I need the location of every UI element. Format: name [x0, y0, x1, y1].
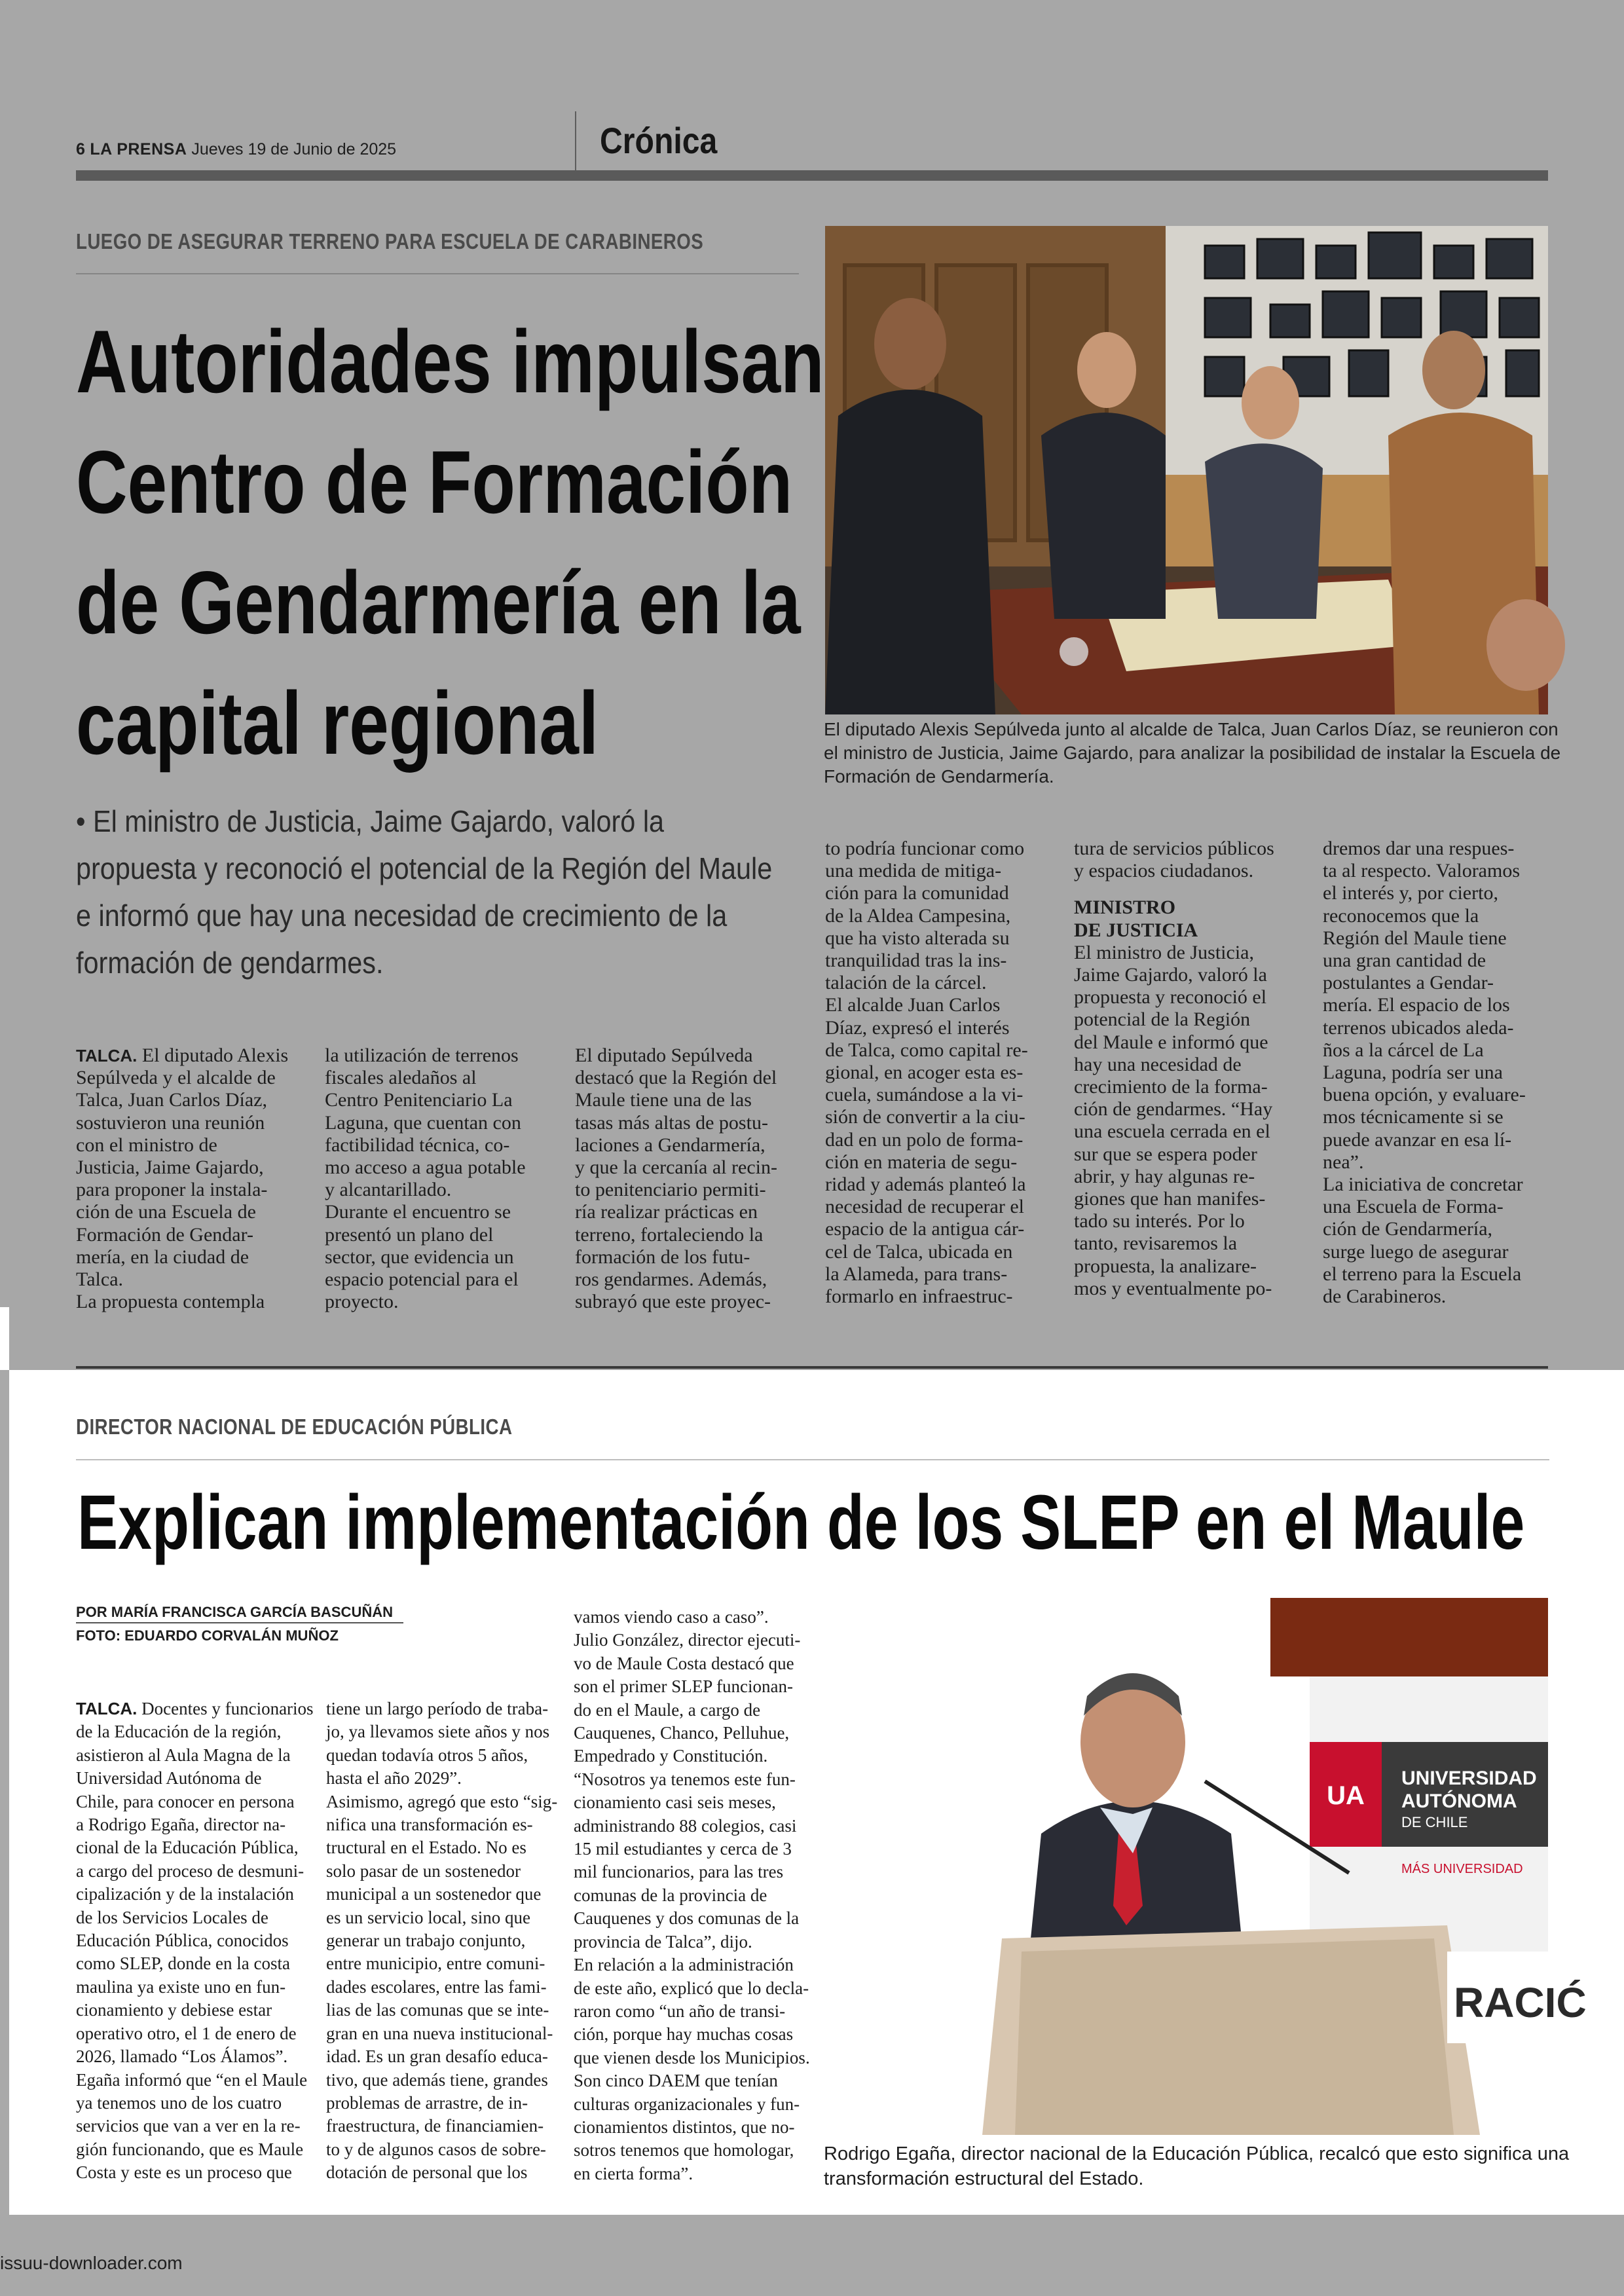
column-subhead: MINISTRO — [1074, 897, 1176, 919]
column-line: ría realizar prácticas en — [575, 1201, 758, 1223]
column-line: tanto, revisaremos la — [1074, 1232, 1238, 1255]
column-line: propuesta, la analizare- — [1074, 1255, 1257, 1277]
column-line: cionamientos distintos, que no- — [574, 2117, 795, 2137]
column-line: y alcantarillado. — [325, 1179, 452, 1201]
column-line: sur que se espera poder — [1074, 1143, 1257, 1165]
column-line: dad en un polo de forma- — [825, 1128, 1024, 1151]
source-watermark: issuu-downloader.com — [0, 2253, 183, 2273]
masthead — [76, 111, 1548, 177]
column-line: una Escuela de Forma- — [1323, 1196, 1504, 1218]
footer-band — [0, 2215, 1624, 2296]
column-line: gran en una nueva institucional- — [326, 2023, 553, 2043]
column-line: cuela, sumándose a la vi- — [825, 1084, 1024, 1106]
column-line: La propuesta contempla — [76, 1291, 265, 1313]
column-line: tura de servicios públicos — [1074, 838, 1274, 859]
column-line: to penitenciario permiti- — [575, 1179, 766, 1201]
column-line: formación de los futu- — [575, 1246, 750, 1268]
column-line: culturas organizacionales y fun- — [574, 2094, 800, 2114]
column-subhead: DE JUSTICIA — [1074, 919, 1198, 941]
column-line: Talca, Juan Carlos Díaz, — [76, 1089, 267, 1111]
article2-kicker-rule — [76, 1459, 1549, 1460]
column-line: de Talca, como capital re- — [825, 1039, 1028, 1061]
column-line: sión de convertir a la ciu- — [825, 1106, 1025, 1128]
column-line: dremos dar una respues- — [1323, 838, 1515, 859]
article2-column-3 — [574, 1606, 810, 2185]
caption-line: Formación de Gendarmería. — [824, 766, 1054, 787]
column-line: proyecto. — [325, 1291, 399, 1313]
article1-kicker: LUEGO DE ASEGURAR TERRENO PARA ESCUELA DE CARABINEROS — [76, 229, 704, 253]
column-line: mería. El espacio de los — [1323, 994, 1510, 1016]
meeting-photo-illustration — [825, 226, 1548, 714]
page-scan-notch — [0, 1307, 9, 1370]
speaker-photo-illustration — [825, 1598, 1587, 2135]
column-line: El alcalde Juan Carlos — [825, 994, 1001, 1016]
sign-tagline: MÁS UNIVERSIDAD — [1401, 1862, 1523, 1876]
column-line: El diputado Alexis — [141, 1045, 289, 1066]
column-line: espacio potencial para el — [325, 1268, 519, 1291]
sign-line-3: DE CHILE — [1401, 1814, 1468, 1830]
column-line: Empedrado y Constitución. — [574, 1746, 768, 1766]
column-line: ta al respecto. Valoramos — [1323, 860, 1521, 882]
column-line: tasas más altas de postu- — [575, 1111, 768, 1134]
column-line: tado su interés. Por lo — [1074, 1210, 1245, 1232]
column-line: Chile, para conocer en persona — [76, 1791, 295, 1811]
column-line: terreno, fortaleciendo la — [575, 1223, 764, 1246]
column-line: y espacios ciudadanos. — [1074, 860, 1254, 882]
column-line: to y de algunos casos de sobre- — [326, 2139, 546, 2159]
column-line: cional de la Educación Pública, — [76, 1838, 299, 1858]
column-line: vamos viendo caso a caso”. — [574, 1607, 769, 1627]
column-line: municipal a un sostenedor que — [326, 1884, 542, 1904]
column-line: son el primer SLEP funcionan- — [574, 1676, 793, 1697]
column-line: Son cinco DAEM que tenían — [574, 2071, 778, 2091]
article1-headline — [76, 301, 824, 783]
masthead-divider — [575, 111, 576, 170]
column-line: Formación de Gendar- — [76, 1223, 253, 1246]
column-line: Educación Pública, conocidos — [76, 1931, 289, 1951]
article1-photo — [825, 226, 1548, 714]
article1-column-1 — [76, 1045, 303, 1313]
sign-line-2: AUTÓNOMA — [1401, 1790, 1517, 1812]
column-line: raron como “un año de transi- — [574, 2001, 786, 2021]
column-line: provincia de Talca”, dijo. — [574, 1931, 752, 1952]
column-line: tiene un largo período de traba- — [326, 1699, 549, 1718]
column-line: sector, que evidencia un — [325, 1246, 514, 1268]
column-line: Laguna, que cuentan con — [325, 1111, 521, 1134]
column-line: ridad y además planteó la — [825, 1174, 1026, 1196]
column-line: ción, porque hay muchas cosas — [574, 2024, 794, 2045]
column-line: una gran cantidad de — [1323, 950, 1486, 972]
article1-column-5 — [1074, 838, 1301, 1300]
article2-photo — [825, 1598, 1587, 2135]
column-line: nifica una transformación es- — [326, 1815, 533, 1835]
column-line: La iniciativa de concretar — [1323, 1174, 1523, 1196]
article2-byline — [76, 1601, 393, 1648]
article2-column-1 — [76, 1697, 314, 2185]
column-line: surge luego de asegurar — [1323, 1240, 1509, 1263]
column-line: idad. Es un gran desafío educa- — [326, 2046, 548, 2067]
publication-name: LA PRENSA — [90, 140, 187, 158]
author-credit: POR MARÍA FRANCISCA GARCÍA BASCUÑÁN — [76, 1604, 393, 1620]
headline-line: de Gendarmería en la — [76, 553, 801, 652]
column-line: Cauquenes, Chanco, Pelluhue, — [574, 1723, 790, 1743]
column-line: presentó un plano del — [325, 1223, 494, 1246]
column-line: ción de una Escuela de — [76, 1201, 256, 1223]
column-line: El diputado Sepúlveda — [575, 1045, 753, 1066]
column-line: es un servicio local, sino que — [326, 1907, 530, 1927]
column-line: sostuvieron una reunión — [76, 1111, 265, 1134]
column-line: una escuela cerrada en el — [1074, 1120, 1270, 1143]
dateline: TALCA. — [76, 1699, 138, 1718]
column-line: a cargo del proceso de desmuni- — [76, 1861, 304, 1881]
article1-column-3 — [575, 1045, 802, 1313]
column-line: de la Educación de la región, — [76, 1722, 282, 1742]
caption-line: el ministro de Justicia, Jaime Gajardo, para analizar la posibilidad de instalar la Escuela de — [824, 743, 1561, 763]
column-line: cipalización y de la instalación — [76, 1884, 294, 1904]
column-line: lias de las comunas que se inte- — [326, 2000, 549, 2020]
column-line: 15 mil estudiantes y cerca de 3 — [574, 1839, 792, 1859]
column-line: subrayó que este proyec- — [575, 1291, 771, 1313]
column-line: operativo otro, el 1 de enero de — [76, 2023, 297, 2043]
page-number: 6 — [76, 140, 86, 158]
issue-date: Jueves 19 de Junio de 2025 — [191, 140, 397, 158]
column-line: de los Servicios Locales de — [76, 1907, 268, 1927]
column-line: talación de la cárcel. — [825, 972, 987, 994]
column-line: ción en materia de segu- — [825, 1151, 1018, 1173]
column-line: Julio González, director ejecuti- — [574, 1630, 801, 1650]
column-line: “Nosotros ya tenemos este fun- — [574, 1769, 796, 1789]
column-line: del Maule e informó que — [1074, 1031, 1268, 1053]
column-line: fraestructura, de financiamien- — [326, 2116, 544, 2136]
column-line: jo, ya llevamos siete años y nos — [326, 1722, 550, 1742]
byline-rule — [76, 1622, 403, 1623]
column-line: asistieron al Aula Magna de la — [76, 1745, 291, 1765]
column-line: ción de Gendarmería, — [1323, 1218, 1493, 1240]
column-line: gional, en acoger esta es- — [825, 1062, 1024, 1084]
column-line: Maule tiene una de las — [575, 1089, 752, 1111]
column-line: tructural en el Estado. No es — [326, 1838, 526, 1858]
column-line: quedan todavía otros 5 años, — [326, 1745, 528, 1765]
lead-line: • El ministro de Justicia, Jaime Gajardo, valoró la — [76, 804, 665, 838]
column-line: mo acceso a agua potable — [325, 1157, 526, 1179]
caption-line: El diputado Alexis Sepúlveda junto al alcalde de Talca, Juan Carlos Díaz, se reunieron con — [824, 719, 1559, 739]
article1-column-6 — [1323, 838, 1549, 1308]
column-line: el interés y, por cierto, — [1323, 882, 1498, 904]
column-line: hay una necesidad de — [1074, 1053, 1242, 1075]
column-line: problemas de arrastre, de in- — [326, 2092, 528, 2113]
column-line: fiscales aledaños al — [325, 1067, 477, 1089]
column-line: El ministro de Justicia, — [1074, 941, 1254, 963]
article2-kicker: DIRECTOR NACIONAL DE EDUCACIÓN PÚBLICA — [76, 1415, 513, 1439]
column-line: una medida de mitiga- — [825, 860, 1002, 882]
column-line: 2026, llamado “Los Álamos”. — [76, 2046, 288, 2067]
column-line: administrando 88 colegios, casi — [574, 1815, 797, 1836]
masthead-info — [76, 140, 396, 159]
column-line: Egaña informó que “en el Maule — [76, 2069, 308, 2090]
column-line: giones que han manifes- — [1074, 1188, 1266, 1210]
column-line: dotación de personal que los — [326, 2162, 528, 2183]
column-line: ción de gendarmes. “Hay — [1074, 1098, 1273, 1120]
column-line: mil funcionarios, para las tres — [574, 1862, 784, 1882]
column-line: propuesta y reconoció el — [1074, 986, 1267, 1009]
column-line: Laguna, podría ser una — [1323, 1062, 1503, 1084]
article1-lead — [76, 798, 773, 986]
column-line: sotros tenemos que homologar, — [574, 2140, 794, 2160]
column-spacer — [1074, 882, 1301, 897]
article1-column-4 — [825, 838, 1052, 1308]
column-line: reconocemos que la — [1323, 904, 1479, 927]
column-line: formarlo en infraestruc- — [825, 1286, 1013, 1308]
column-line: Universidad Autónoma de — [76, 1768, 262, 1788]
column-line: tivo, que además tiene, grandes — [326, 2069, 548, 2090]
column-line: do en el Maule, a cargo de — [574, 1699, 761, 1720]
column-line: que ha visto alterada su — [825, 927, 1010, 949]
column-line: Centro Penitenciario La — [325, 1089, 513, 1111]
column-line: vo de Maule Costa destacó que — [574, 1653, 794, 1673]
column-line: puede avanzar en esa lí- — [1323, 1128, 1512, 1151]
column-line: comunas de la provincia de — [574, 1885, 767, 1905]
column-line: generar un trabajo conjunto, — [326, 1931, 526, 1951]
column-line: Justicia, Jaime Gajardo, — [76, 1157, 264, 1179]
column-line: ños a la cárcel de La — [1323, 1039, 1484, 1061]
column-line: y que la cercanía al recin- — [575, 1157, 777, 1179]
column-line: necesidad de recuperar el — [825, 1196, 1024, 1218]
section-title: Crónica — [600, 120, 718, 161]
column-line: mería, en la ciudad de — [76, 1246, 249, 1268]
headline-line: capital regional — [76, 673, 599, 773]
column-line: Sepúlveda y el alcalde de — [76, 1067, 276, 1089]
column-line: entre municipio, entre comuni- — [326, 1953, 545, 1974]
column-line: servicios que van a ver en la re- — [76, 2116, 301, 2136]
column-line: de este año, explicó que lo decla- — [574, 1978, 809, 1998]
university-logo-text: UA — [1327, 1781, 1365, 1810]
column-line: solo pasar de un sostenedor — [326, 1861, 521, 1881]
sign-line-1: UNIVERSIDAD — [1401, 1768, 1537, 1789]
column-line: Cauquenes y dos comunas de la — [574, 1908, 800, 1929]
column-line: factibilidad técnica, co- — [325, 1134, 510, 1156]
column-line: Costa y este es un proceso que — [76, 2162, 292, 2183]
column-line: ros gendarmes. Además, — [575, 1268, 767, 1291]
column-line: de la Aldea Campesina, — [825, 904, 1011, 927]
lead-line: formación de gendarmes. — [76, 946, 384, 980]
article2-column-2 — [326, 1697, 558, 2185]
dateline: TALCA. — [76, 1046, 138, 1065]
column-line: ción para la comunidad — [825, 882, 1009, 904]
column-line: destacó que la Región del — [575, 1067, 777, 1089]
podium-text: RACIĆ — [1454, 1979, 1587, 2026]
article1-kicker-rule — [76, 273, 799, 274]
column-line: abrir, y hay algunas re- — [1074, 1165, 1255, 1187]
column-line: Docentes y funcionarios — [141, 1699, 314, 1718]
article-separator — [76, 1366, 1548, 1369]
column-line: Talca. — [76, 1268, 124, 1291]
column-line: En relación a la administración — [574, 1955, 794, 1975]
column-line: Asimismo, agregó que esto “sig- — [326, 1791, 558, 1811]
column-line: maulina ya existe uno en fun- — [76, 1976, 286, 1997]
column-line: laciones a Gendarmería, — [575, 1134, 766, 1156]
column-line: terrenos ubicados aleda- — [1323, 1016, 1514, 1039]
lead-line: propuesta y reconoció el potencial de la Región del Maule — [76, 851, 773, 885]
column-line: dades escolares, entre las fami- — [326, 1976, 547, 1997]
column-line: con el ministro de — [76, 1134, 217, 1156]
column-line: que vienen desde los Municipios. — [574, 2047, 810, 2067]
column-line: Jaime Gajardo, valoró la — [1074, 964, 1267, 986]
column-line: nea”. — [1323, 1151, 1364, 1173]
column-line: en cierta forma”. — [574, 2163, 693, 2183]
column-line: buena opción, y evaluare- — [1323, 1084, 1526, 1106]
column-line: cionamiento casi seis meses, — [574, 1792, 776, 1813]
column-line: mos y eventualmente po- — [1074, 1277, 1272, 1299]
headline-line: Centro de Formación — [76, 432, 793, 532]
column-line: Díaz, expresó el interés — [825, 1016, 1010, 1039]
column-line: espacio de la antigua cár- — [825, 1218, 1025, 1240]
photo-credit: FOTO: EDUARDO CORVALÁN MUÑOZ — [76, 1627, 339, 1644]
article2-photo-caption — [824, 2141, 1569, 2191]
headline-line: Autoridades impulsan — [76, 312, 824, 411]
caption-line: transformación estructural del Estado. — [824, 2168, 1144, 2189]
column-line: hasta el año 2029”. — [326, 1768, 462, 1788]
column-line: ya tenemos uno de los cuatro — [76, 2092, 282, 2113]
column-line: como SLEP, donde en la costa — [76, 1953, 290, 1974]
column-line: Región del Maule tiene — [1323, 927, 1507, 949]
lead-line: e informó que hay una necesidad de crecimiento de la — [76, 898, 728, 933]
article1-column-2 — [325, 1045, 551, 1313]
masthead-rule — [76, 170, 1548, 181]
column-line: cel de Talca, ubicada en — [825, 1240, 1013, 1263]
column-line: la Alameda, para trans- — [825, 1263, 1008, 1285]
article1-photo-caption — [824, 718, 1560, 788]
article2-headline: Explican implementación de los SLEP en el Maule — [77, 1479, 1525, 1566]
column-line: la utilización de terrenos — [325, 1045, 519, 1066]
column-line: crecimiento de la forma- — [1074, 1076, 1268, 1098]
column-line: a Rodrigo Egaña, director na- — [76, 1815, 286, 1835]
column-line: postulantes a Gendar- — [1323, 972, 1494, 994]
column-line: para proponer la instala- — [76, 1179, 268, 1201]
column-line: Durante el encuentro se — [325, 1201, 511, 1223]
column-line: el terreno para la Escuela — [1323, 1263, 1522, 1285]
column-line: to podría funcionar como — [825, 838, 1025, 859]
column-line: cionamiento y debiese estar — [76, 2000, 272, 2020]
column-line: gión funcionando, que es Maule — [76, 2139, 304, 2159]
column-line: de Carabineros. — [1323, 1286, 1447, 1308]
column-line: mos técnicamente si se — [1323, 1106, 1504, 1128]
column-line: potencial de la Región — [1074, 1009, 1251, 1031]
caption-line: Rodrigo Egaña, director nacional de la Educación Pública, recalcó que esto significa una — [824, 2143, 1570, 2164]
column-line: tranquilidad tras la ins- — [825, 950, 1007, 972]
